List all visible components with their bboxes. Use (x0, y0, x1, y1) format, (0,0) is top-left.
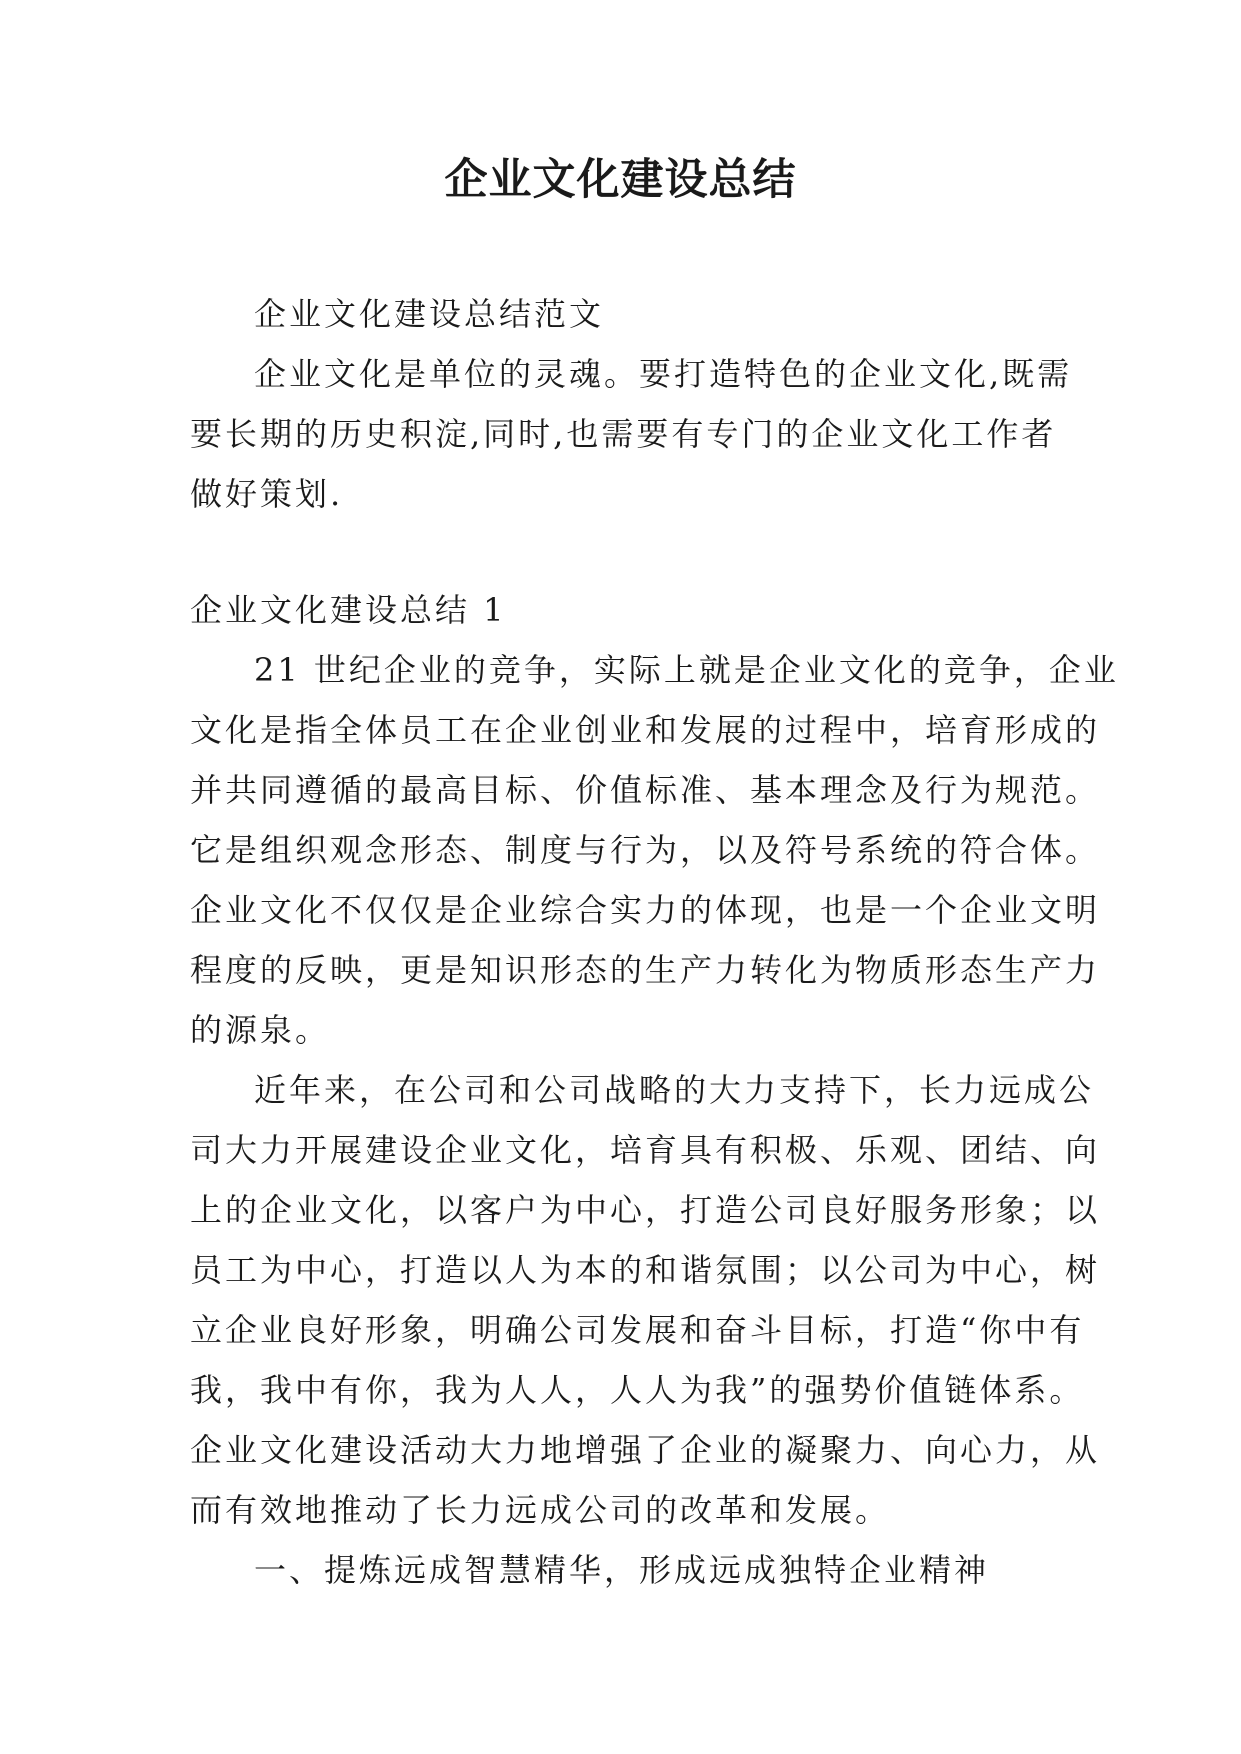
paragraph-1 (190, 640, 1119, 1060)
paragraph-line: 企业文化建设活动大力地增强了企业的凝聚力、向心力，从 (190, 1431, 1101, 1469)
paragraph-line: 的源泉。 (190, 1011, 331, 1049)
paragraph-line: 它是组织观念形态、制度与行为，以及符号系统的符合体。 (190, 831, 1101, 869)
document-subtitle: 企业文化建设总结范文 (254, 295, 605, 333)
paragraph-line: 我，我中有你，我为人人，人人为我”的强势价值链体系。 (190, 1371, 1085, 1409)
paragraph-line: 上的企业文化，以客户为中心，打造公司良好服务形象；以 (190, 1191, 1101, 1229)
paragraph-line: 要长期的历史积淀,同时,也需要有专门的企业文化工作者 (190, 415, 1057, 453)
paragraph-line: 而有效地推动了长力远成公司的改革和发展。 (190, 1491, 891, 1529)
section-heading: 企业文化建设总结 1 (190, 591, 507, 629)
paragraph-line: 员工为中心，打造以人为本的和谐氛围；以公司为中心，树 (190, 1251, 1101, 1289)
point-heading: 一、提炼远成智慧精华，形成远成独特企业精神 (254, 1551, 990, 1589)
paragraph-line: 近年来，在公司和公司战略的大力支持下，长力远成公 (254, 1071, 1095, 1109)
document-body (190, 284, 1119, 1600)
paragraph-line: 文化是指全体员工在企业创业和发展的过程中，培育形成的 (190, 711, 1101, 749)
intro-paragraph (190, 344, 1073, 524)
paragraph-line: 司大力开展建设企业文化，培育具有积极、乐观、团结、向 (190, 1131, 1101, 1169)
paragraph-2 (190, 1060, 1101, 1540)
paragraph-line: 21 世纪企业的竞争，实际上就是企业文化的竞争，企业 (254, 651, 1119, 689)
paragraph-line: 做好策划. (190, 475, 344, 513)
document-title: 企业文化建设总结 (444, 155, 797, 205)
paragraph-line: 程度的反映，更是知识形态的生产力转化为物质形态生产力 (190, 951, 1101, 989)
paragraph-line: 并共同遵循的最高目标、价值标准、基本理念及行为规范。 (190, 771, 1101, 809)
paragraph-gap (190, 524, 1070, 580)
paragraph-line: 企业文化是单位的灵魂。要打造特色的企业文化,既需 (254, 355, 1073, 393)
paragraph-line: 企业文化不仅仅是企业综合实力的体现，也是一个企业文明 (190, 891, 1101, 929)
paragraph-line: 立企业良好形象，明确公司发展和奋斗目标，打造“你中有 (190, 1311, 1085, 1349)
